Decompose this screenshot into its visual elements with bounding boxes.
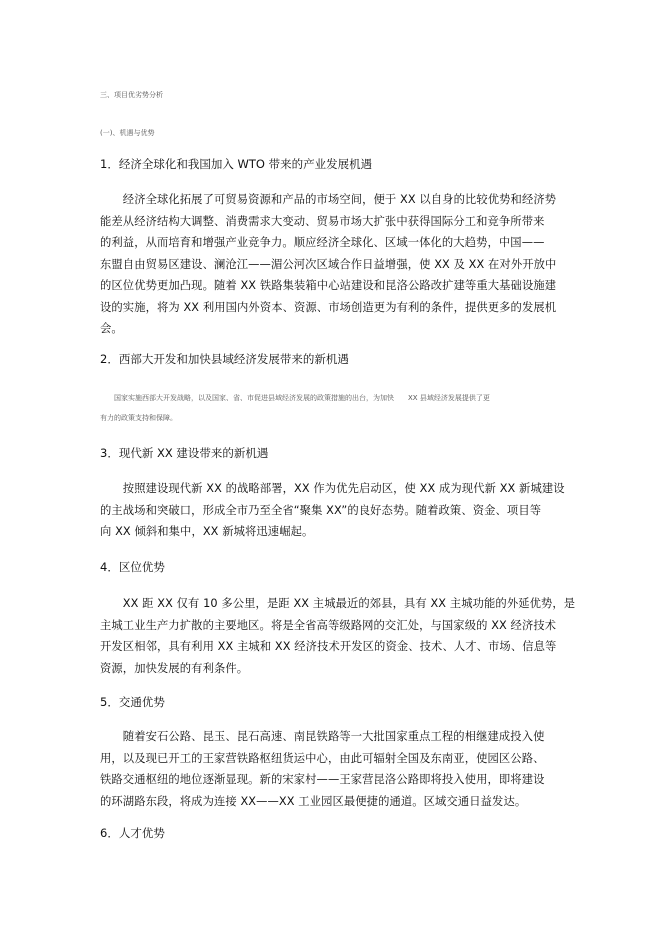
paragraph-line: XX 距 XX 仅有 10 多公里，是距 XX 主城最近的郊县，具有 XX 主城功能的外延优势，是 — [100, 597, 576, 610]
paragraph-line: 开发区相邻，具有利用 XX 主城和 XX 经济技术开发区的资金、技术、人才、市场、信息等 — [100, 640, 557, 653]
paragraph-line: 的利益，从而培育和增强产业竞争力。顺应经济全球化、区域一体化的大趋势，中国—— — [100, 236, 545, 249]
paragraph-4 — [100, 593, 576, 679]
paragraph-line: 会。 — [100, 322, 123, 335]
section-title: 三、项目优劣势分析 — [100, 91, 163, 99]
paragraph-2 — [100, 388, 570, 428]
paragraph-1 — [100, 189, 566, 340]
heading-3: 3．现代新 XX 建设带来的新机遇 — [100, 446, 269, 460]
paragraph-line: 向 XX 倾斜和集中，XX 新城将迅速崛起。 — [100, 525, 314, 538]
subsection-title: (一)、机遇与优势 — [100, 129, 155, 137]
heading-6: 6．人才优势 — [100, 826, 165, 840]
paragraph-line: 铁路交通枢纽的地位逐渐显现。新的宋家村——王家营昆洛公路即将投入使用，即将建设 — [100, 773, 545, 786]
heading-5: 5．交通优势 — [100, 695, 165, 709]
paragraph-line: 的环湖路东段，将成为连接 XX——XX 工业园区最便捷的通道。区域交通日益发达。 — [100, 794, 527, 808]
paragraph-5 — [100, 726, 566, 812]
heading-1: 1．经济全球化和我国加入 WTO 带来的产业发展机遇 — [100, 157, 373, 171]
heading-4: 4．区位优势 — [100, 560, 165, 574]
paragraph-line: 的主战场和突破口，形成全市乃至全省“聚集 XX”的良好态势。随着政策、资金、项目等 — [100, 503, 542, 517]
paragraph-line: 东盟自由贸易区建设、澜沧江——湄公河次区域合作日益增强，使 XX 及 XX 在对外开放中 — [100, 257, 557, 271]
paragraph-line: 设的实施，将为 XX 利用国内外资本、资源、市场创造更为有利的条件，提供更多的发展机 — [100, 300, 557, 314]
paragraph-line: 随着安石公路、昆玉、昆石高速、南昆铁路等一大批国家重点工程的相继建成投入使 — [100, 730, 545, 743]
paragraph-line: 的区位优势更加凸现。随着 XX 铁路集装箱中心站建设和昆洛公路改扩建等重大基础设施建 — [100, 279, 557, 292]
paragraph-line: 经济全球化拓展了可贸易资源和产品的市场空间，便于 XX 以自身的比较优势和经济势 — [100, 193, 557, 206]
paragraph-line: 用，以及现已开工的王家营铁路枢纽货运中心，由此可辐射全国及东南亚，使园区公路、 — [100, 751, 545, 765]
heading-2: 2．西部大开发和加快县域经济发展带来的新机遇 — [100, 352, 349, 366]
paragraph-line: 资源，加快发展的有利条件。 — [100, 661, 249, 675]
paragraph-line: 主城工业生产力扩散的主要地区。将是全省高等级路网的交汇处，与国家级的 XX 经济技术 — [100, 618, 557, 632]
paragraph-line: 按照建设现代新 XX 的战略部署，XX 作为优先启动区，使 XX 成为现代新 XX 新城建设 — [100, 482, 565, 495]
paragraph-3 — [100, 478, 566, 543]
paragraph-line: 能差从经济结构大调整、消费需求大变动、贸易市场大扩张中获得国际分工和竞争所带来 — [100, 214, 545, 228]
paragraph-line: 国家实施西部大开发战略，以及国家、省、市促进县域经济发展的政策措施的出台，为加快 XX 县域经济发展提供了更 — [100, 394, 490, 402]
paragraph-line: 有力的政策支持和保障。 — [100, 414, 177, 422]
